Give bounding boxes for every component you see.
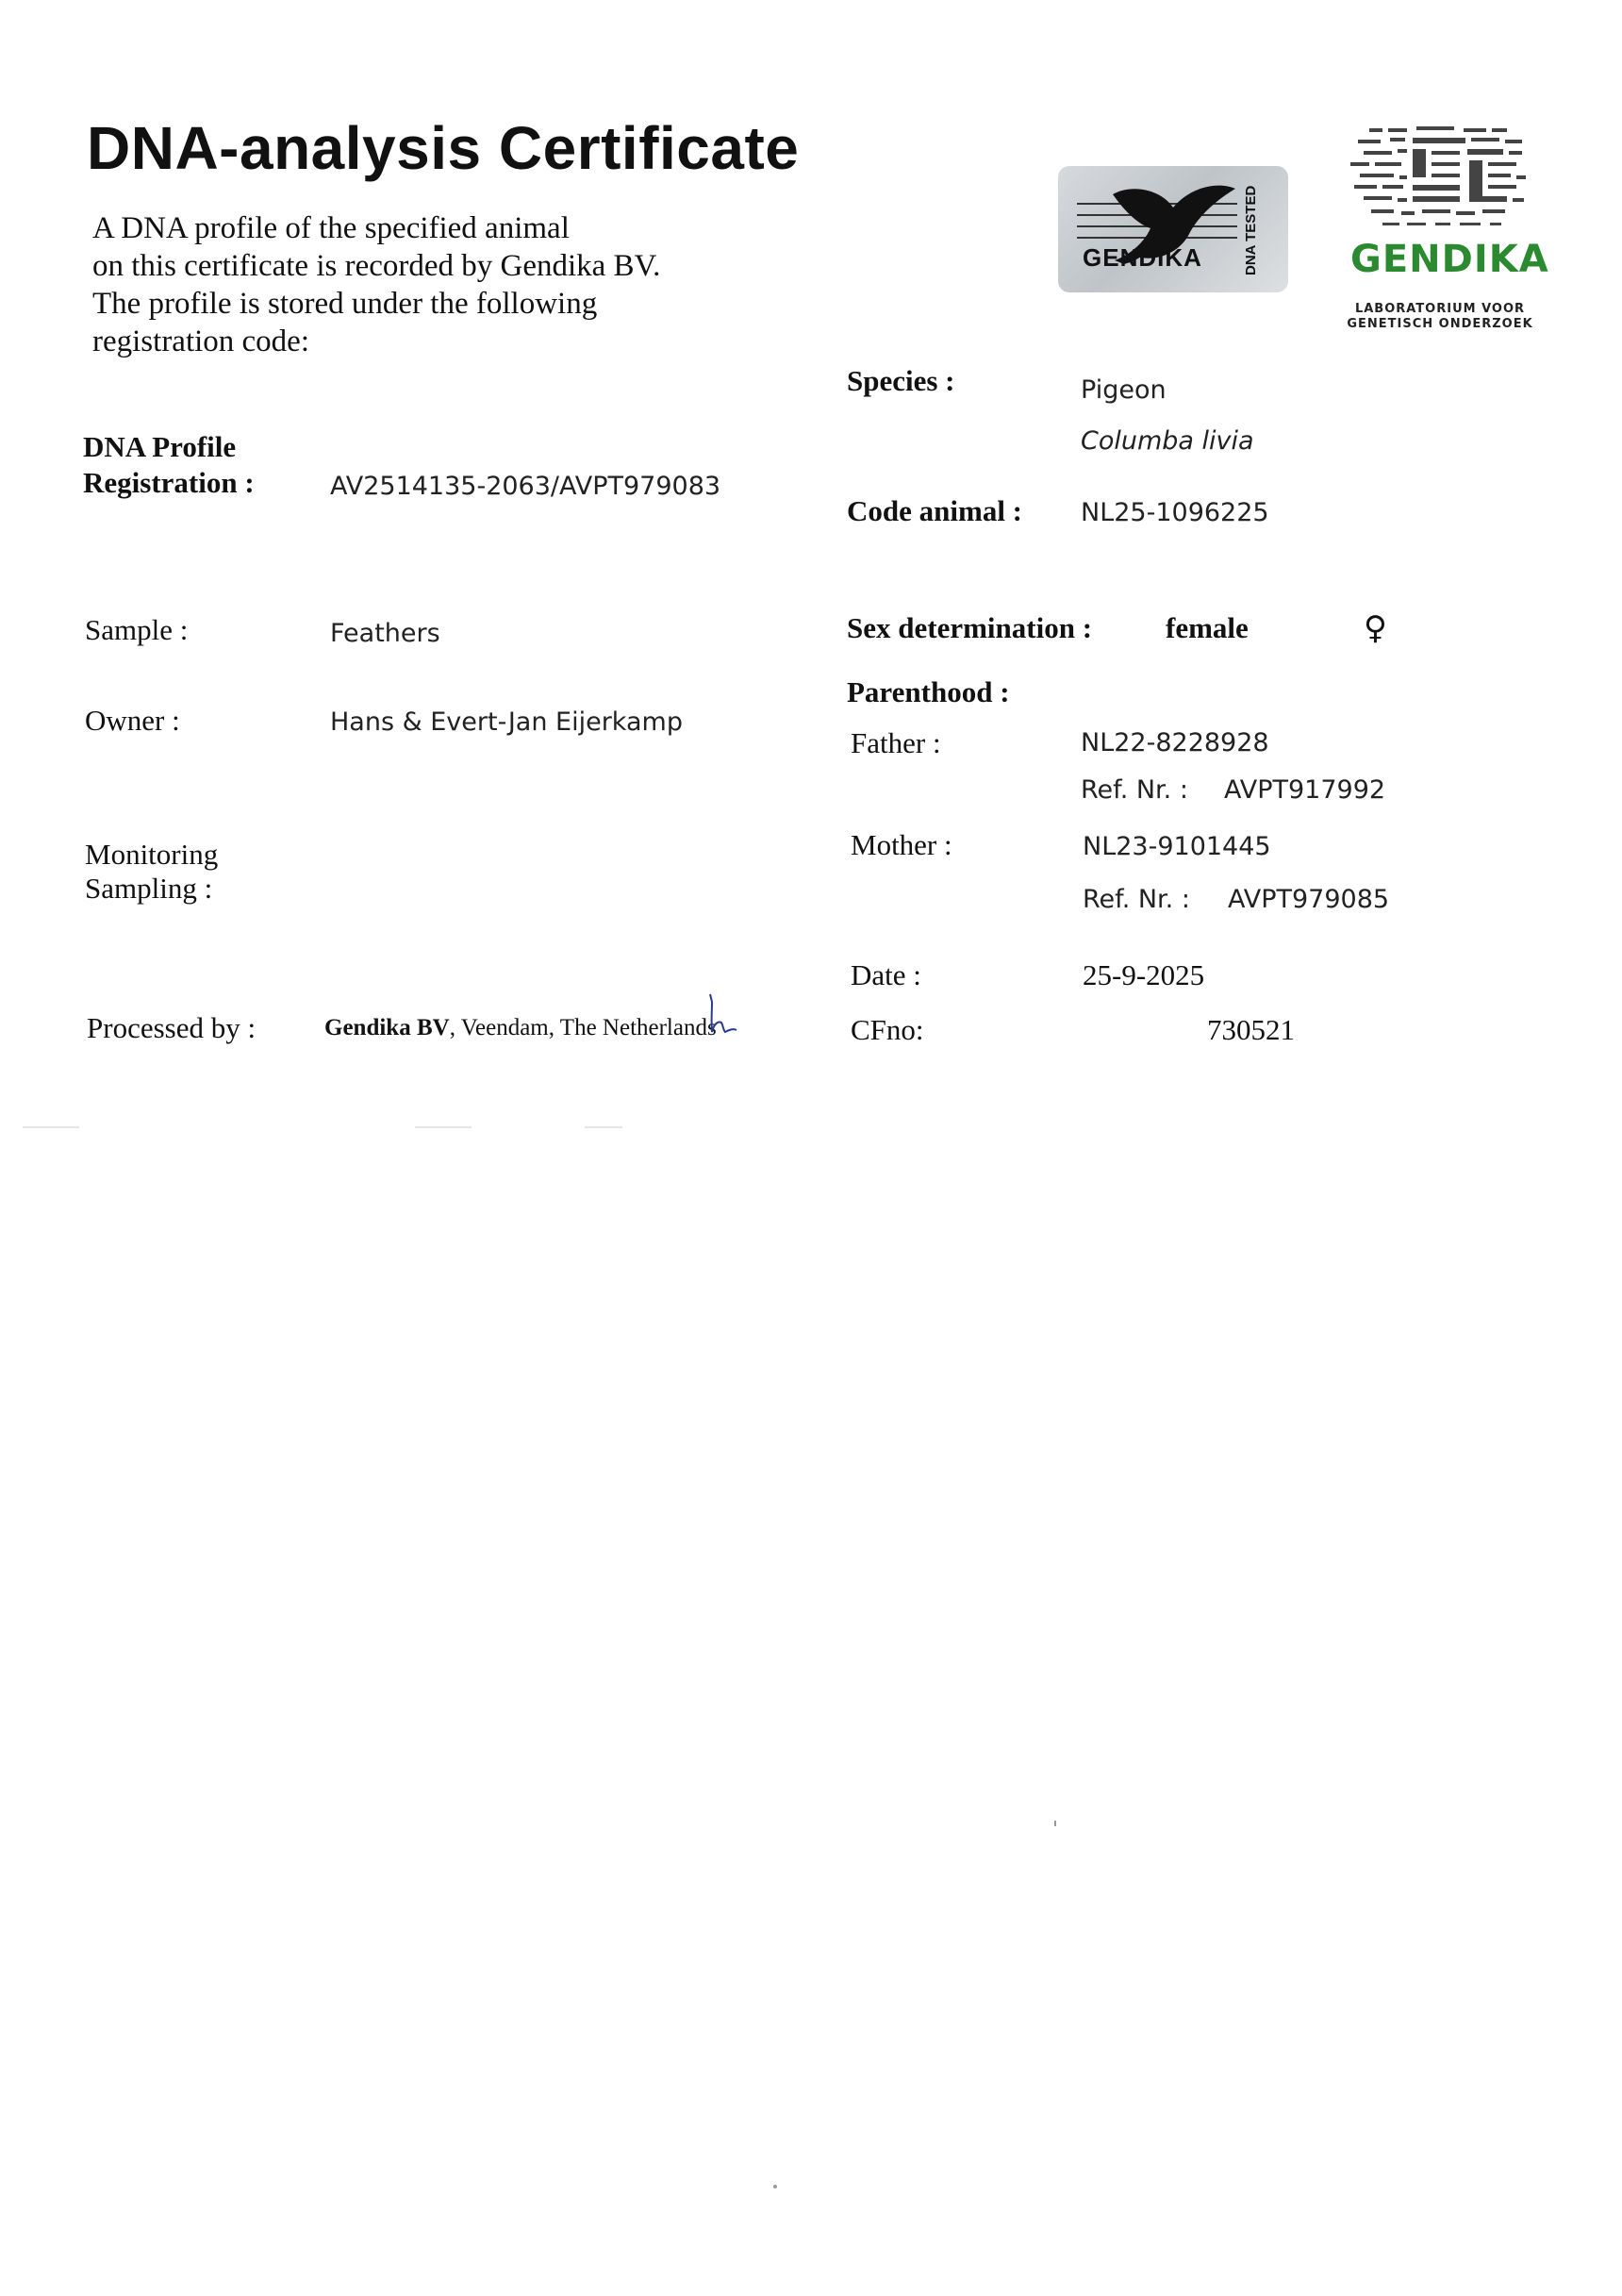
father-value: NL22-8228928 <box>1081 728 1269 757</box>
cfno-value: 730521 <box>1207 1013 1295 1046</box>
stamp-side-text: DNA TESTED <box>1243 185 1259 275</box>
dna-tested-stamp <box>1058 166 1288 292</box>
father-label: Father : <box>851 726 941 759</box>
scan-dot <box>773 2185 777 2188</box>
species-common: Pigeon <box>1081 375 1167 405</box>
processed-company: Gendika BV <box>324 1015 450 1040</box>
registration-label: Registration : <box>83 466 255 499</box>
cfno-label: CFno: <box>851 1013 924 1046</box>
mother-ref-label: Ref. Nr. : <box>1083 885 1190 914</box>
dna-profile-label: DNA Profile <box>83 430 237 463</box>
sex-determination-label: Sex determination : <box>847 611 1093 644</box>
scan-line <box>415 1126 472 1128</box>
intro-line-1: A DNA profile of the specified animal <box>92 211 570 245</box>
species-label: Species : <box>847 364 955 397</box>
father-ref-label: Ref. Nr. : <box>1081 775 1188 805</box>
logo-subtitle-line-1: LABORATORIUM VOOR <box>1354 302 1526 316</box>
processed-location: , Veendam, The Netherlands <box>449 1015 717 1040</box>
scan-line <box>585 1126 622 1128</box>
monitoring-label: Monitoring <box>85 838 219 871</box>
parenthood-label: Parenthood : <box>847 675 1010 708</box>
intro-text <box>92 209 753 360</box>
code-animal-value: NL25-1096225 <box>1081 498 1269 527</box>
stamp-brand: GENDIKA <box>1083 243 1202 272</box>
processed-by-label: Processed by : <box>87 1011 257 1044</box>
sample-label: Sample : <box>85 613 189 646</box>
logo-subtitle <box>1341 302 1539 332</box>
handwritten-mark <box>703 990 740 1038</box>
processed-by-value <box>324 1015 717 1041</box>
sample-value: Feathers <box>330 619 440 648</box>
logo-subtitle-line-2: GENETISCH ONDERZOEK <box>1347 317 1533 331</box>
female-symbol-icon: ♀ <box>1364 609 1387 647</box>
code-animal-label: Code animal : <box>847 494 1022 527</box>
owner-label: Owner : <box>85 704 180 737</box>
date-label: Date : <box>851 958 921 991</box>
sampling-label: Sampling : <box>85 872 213 905</box>
sex-value: female <box>1166 611 1249 644</box>
owner-value: Hans & Evert-Jan Eijerkamp <box>330 707 683 737</box>
scan-dot <box>1054 1821 1056 1826</box>
intro-line-4: registration code: <box>92 324 310 358</box>
mother-ref-value: AVPT979085 <box>1228 885 1390 914</box>
date-value: 25-9-2025 <box>1083 958 1205 991</box>
intro-line-2: on this certificate is recorded by Gendika BV. <box>92 249 661 283</box>
scan-line <box>23 1126 79 1128</box>
intro-line-3: The profile is stored under the following <box>92 287 598 321</box>
gendika-logo-icon <box>1350 125 1530 234</box>
logo-name: GENDIKA <box>1350 238 1549 281</box>
mother-value: NL23-9101445 <box>1083 832 1271 861</box>
father-ref-value: AVPT917992 <box>1224 775 1386 805</box>
certificate-title: DNA-analysis Certificate <box>87 114 800 182</box>
mother-label: Mother : <box>851 828 952 861</box>
species-latin: Columba livia <box>1081 426 1254 456</box>
registration-value: AV2514135-2063/AVPT979083 <box>330 472 721 501</box>
